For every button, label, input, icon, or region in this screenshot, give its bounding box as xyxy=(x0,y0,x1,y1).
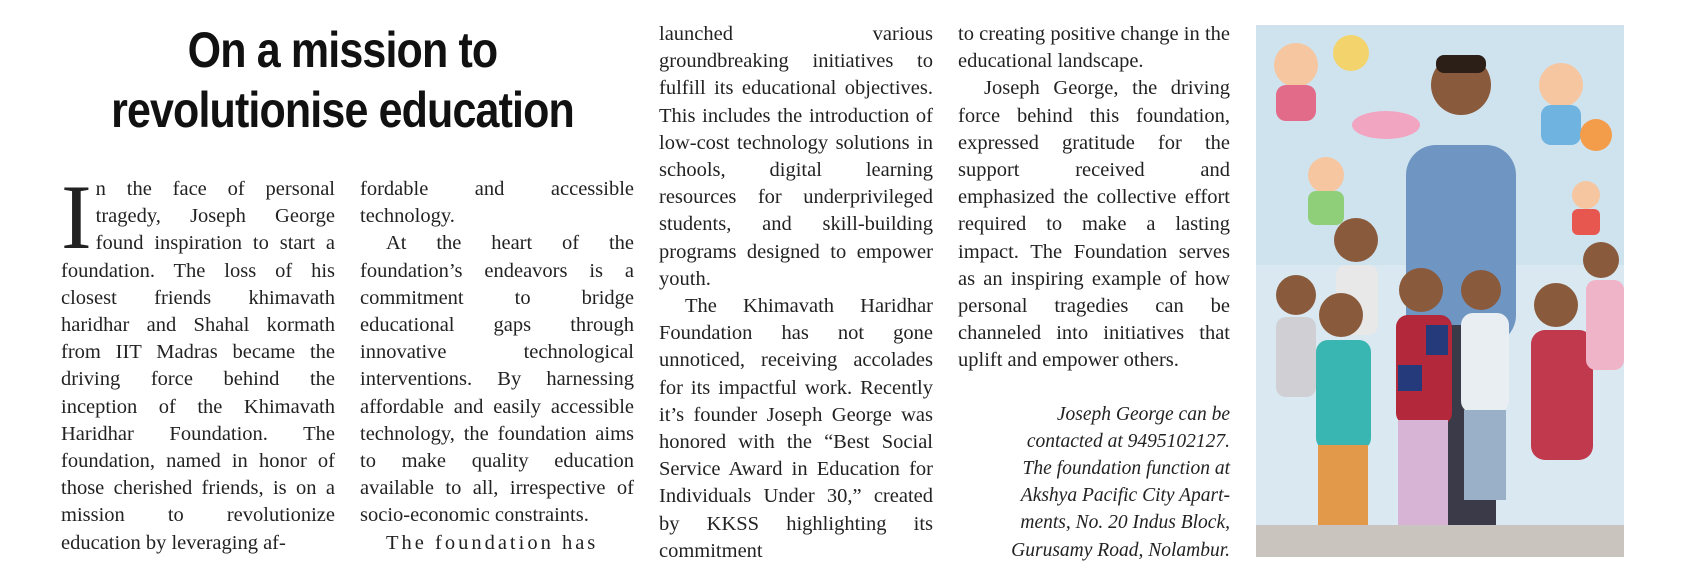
paragraph: The Khimavath Haridhar Foundation has not gone unnoticed, receiving accolades for its impactful work. Recently it’s founder Joseph George was honored with the “Best Social Service Award in Education for Individuals Under 30,” created by KKSS highlighting its commitment xyxy=(659,295,933,562)
article-column-3 xyxy=(659,21,933,565)
contact-line: Akshya Pacific City Apart- xyxy=(1020,485,1230,507)
contact-line: contacted at 9495102127. xyxy=(1026,430,1230,452)
paragraph: to creating positive change in the educational landscape. xyxy=(958,23,1230,73)
paragraph: The foundation has xyxy=(386,531,599,554)
drop-cap: I xyxy=(61,166,92,268)
paragraph: launched various groundbreaking initiatives to fulfill its educational objectives. This includes the introduction of low-cost technology solutions in schools, digital learning resources for underprivileged students, and skill-building programs designed to empower youth. xyxy=(659,23,933,290)
headline-line-2: revolutionise education xyxy=(111,82,574,138)
photo-icon xyxy=(1256,25,1624,557)
headline-line-1: On a mission to xyxy=(187,22,498,78)
contact-line: The foundation function at xyxy=(1022,458,1230,480)
paragraph-text: n the face of personal tragedy, Joseph George found inspiration to start a foundation. The loss of his closest friends khimavath haridhar and Shahal kormath from IIT Madras became the driving force behind the inception of the Khimavath Haridhar Foundation. The foundation, named in honor of those cherished friends, is on a mission to revolutionize education by leveraging af- xyxy=(61,178,335,554)
article-column-1 xyxy=(61,166,335,557)
contact-line: ments, No. 20 Indus Block, xyxy=(1020,512,1230,534)
headline xyxy=(108,20,577,140)
article-photo xyxy=(1256,25,1624,557)
paragraph xyxy=(61,166,335,557)
contact-line: Joseph George can be xyxy=(1056,403,1230,425)
paragraph: Joseph George, the driving force behind this foundation, expressed gratitude for the support received and emphasized the collective effort required to make a lasting impact. The Foundation serves as an inspiring example of how personal tragedies can be channeled into initiatives that uplift and empower others. xyxy=(958,77,1230,372)
paragraph: At the heart of the foundation’s endeavors is a commitment to bridge educational gaps through innovative technological interventions. By harnessing affordable and easily accessible technology, the foundation aims to make quality education available to all, irrespective of socio-economic constraints. xyxy=(360,232,634,527)
contact-line: Gurusamy Road, Nolambur. xyxy=(1011,539,1230,561)
article-column-2 xyxy=(360,176,634,557)
paragraph: fordable and accessible technology. xyxy=(360,178,634,228)
article-column-4 xyxy=(958,21,1230,564)
contact-info xyxy=(958,401,1230,564)
